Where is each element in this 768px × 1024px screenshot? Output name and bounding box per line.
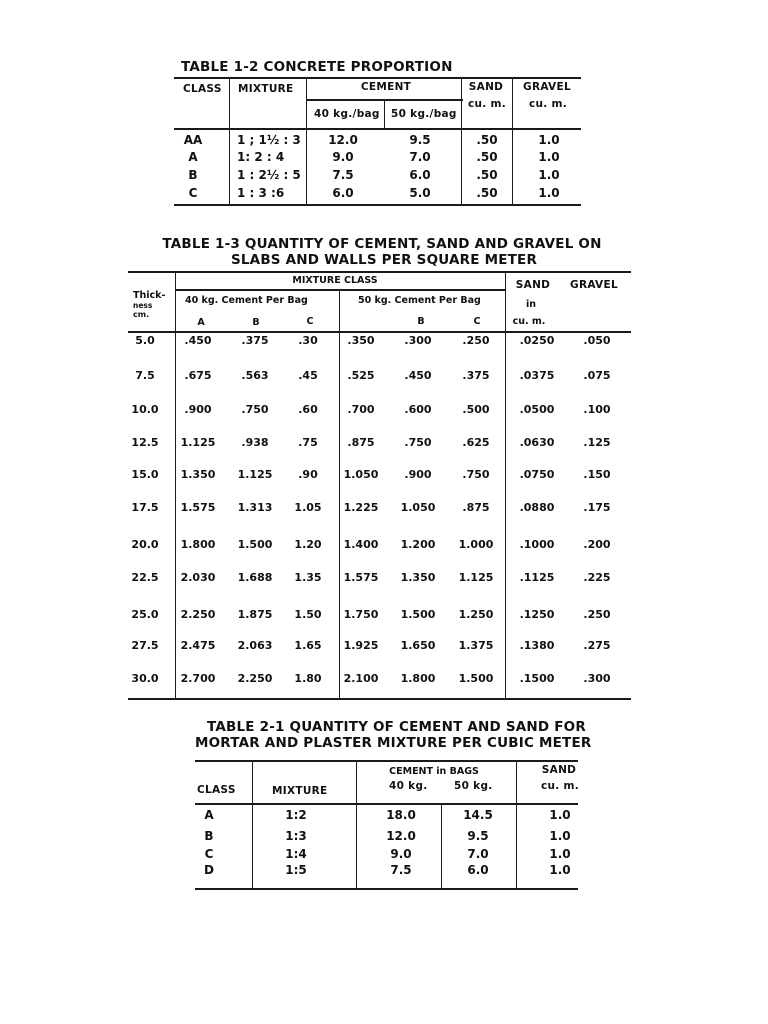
header-mixture: MIXTURE (272, 785, 328, 797)
cell-a50: 2.100 (343, 672, 379, 685)
table-1-2-col-divider (461, 77, 462, 204)
cell-gravel: .225 (583, 571, 611, 584)
header-thickness-1: Thick- (133, 290, 166, 301)
header-cement-bags: CEMENT in BAGS (389, 766, 479, 777)
table-2-1-col-divider (356, 760, 357, 888)
cell-b50: .450 (404, 369, 432, 382)
table-1-3-top-rule (128, 271, 631, 273)
header-50kg-cement: 50 kg. Cement Per Bag (358, 295, 481, 306)
cell-c40: 12.0 (328, 133, 358, 147)
cell-gravel: .300 (583, 672, 611, 685)
cell-mix: 1 : 3 :6 (237, 186, 285, 200)
cell-mix: 1 ; 1½ : 3 (237, 133, 301, 147)
header-c-50: C (473, 316, 481, 327)
cell-c40: 12.0 (386, 829, 416, 843)
header-gravel: GRAVEL (523, 81, 571, 93)
cell-cls: A (188, 150, 198, 164)
table-2-1-bottom-rule (195, 888, 578, 890)
cell-c40: 1.05 (294, 501, 322, 514)
cell-sand: .50 (476, 150, 498, 164)
cell-a50: 1.050 (343, 468, 379, 481)
table-2-1-col-divider (441, 803, 442, 888)
cell-t: 17.5 (131, 501, 159, 514)
cell-b40: 1.875 (237, 608, 273, 621)
cell-c40: 7.5 (390, 863, 412, 877)
cell-a40: .900 (184, 403, 212, 416)
cell-sand: 1.0 (549, 863, 571, 877)
header-sand: SAND (541, 764, 577, 776)
cell-t: 20.0 (131, 538, 159, 551)
cell-a40: 2.475 (180, 639, 216, 652)
cell-b50: .750 (404, 436, 432, 449)
cell-sand: .1500 (519, 672, 555, 685)
cell-c40: 1.35 (294, 571, 322, 584)
cell-sand: .1380 (519, 639, 555, 652)
cell-c50: 6.0 (409, 168, 431, 182)
cell-b40: 1.500 (237, 538, 273, 551)
cell-a50: .875 (347, 436, 375, 449)
cell-c50: .875 (462, 501, 490, 514)
cell-c50: 1.500 (458, 672, 494, 685)
cell-a50: 1.225 (343, 501, 379, 514)
cell-b50: .600 (404, 403, 432, 416)
cell-c50: .625 (462, 436, 490, 449)
cell-b40: 1.313 (237, 501, 273, 514)
cell-c40: .75 (298, 436, 318, 449)
cell-c50: .375 (462, 369, 490, 382)
cell-c50: 1.250 (458, 608, 494, 621)
cell-sand: .1250 (519, 608, 555, 621)
cell-b40: 1.125 (237, 468, 273, 481)
cell-mix: 1:4 (285, 847, 307, 861)
cell-gravel: .125 (583, 436, 611, 449)
cell-gravel: .150 (583, 468, 611, 481)
cell-sand: .50 (476, 168, 498, 182)
table-1-2-header-rule (174, 128, 581, 130)
cell-t: 7.5 (135, 369, 155, 382)
cell-b40: .938 (241, 436, 269, 449)
cell-mix: 1:5 (285, 863, 307, 877)
cell-c40: 9.0 (390, 847, 412, 861)
header-b-50: B (417, 316, 425, 327)
header-40kg-bag: 40 kg./bag (314, 108, 380, 120)
cell-c40: 6.0 (332, 186, 354, 200)
cell-a50: 1.575 (343, 571, 379, 584)
cell-mix: 1:2 (285, 808, 307, 822)
cell-a40: 1.800 (180, 538, 216, 551)
cell-b50: 1.500 (400, 608, 436, 621)
cell-sand: 1.0 (549, 847, 571, 861)
header-50kg: 50 kg. (454, 780, 493, 792)
cell-c40: 1.50 (294, 608, 322, 621)
cell-b50: 1.050 (400, 501, 436, 514)
table-1-2-bottom-rule (174, 204, 581, 206)
cell-b50: 1.800 (400, 672, 436, 685)
header-mixture-class: MIXTURE CLASS (292, 275, 378, 286)
cell-cls: C (204, 847, 214, 861)
table-1-3-mixture-rule (176, 289, 506, 291)
cell-sand: .0250 (519, 334, 555, 347)
cell-mix: 1 : 2½ : 5 (237, 168, 301, 182)
cell-a50: .525 (347, 369, 375, 382)
cell-b50: 1.350 (400, 571, 436, 584)
cell-cls: B (204, 829, 214, 843)
cell-sand: 1.0 (549, 808, 571, 822)
table-1-2-col-divider (229, 77, 230, 204)
cell-sand: .1000 (519, 538, 555, 551)
header-sand-in: in (525, 299, 537, 310)
table-1-2-col-divider (306, 77, 307, 204)
cell-mix: 1:3 (285, 829, 307, 843)
cell-gravel: 1.0 (538, 133, 560, 147)
header-sand-unit: cu. m. (512, 316, 546, 327)
cell-gravel: .250 (583, 608, 611, 621)
table-2-1-col-divider (252, 760, 253, 888)
cell-b40: .375 (241, 334, 269, 347)
header-mixture: MIXTURE (238, 83, 294, 95)
cell-c50: 9.5 (467, 829, 489, 843)
cell-t: 30.0 (131, 672, 159, 685)
cell-sand: .1125 (519, 571, 555, 584)
header-thickness-3: cm. (133, 310, 150, 319)
cell-b50: .300 (404, 334, 432, 347)
cell-c50: 5.0 (409, 186, 431, 200)
header-gravel-unit: cu. m. (528, 98, 568, 110)
cell-mix: 1: 2 : 4 (237, 150, 285, 164)
table-1-2-col-divider (384, 99, 385, 128)
cell-gravel: 1.0 (538, 168, 560, 182)
cell-c50: .500 (462, 403, 490, 416)
cell-sand: .0375 (519, 369, 555, 382)
cell-gravel: .075 (583, 369, 611, 382)
cell-c40: 7.5 (332, 168, 354, 182)
cell-b50: .900 (404, 468, 432, 481)
cell-b40: 2.063 (237, 639, 273, 652)
cell-t: 15.0 (131, 468, 159, 481)
cell-a50: 1.750 (343, 608, 379, 621)
cell-c50: 14.5 (463, 808, 493, 822)
cell-sand: .0630 (519, 436, 555, 449)
cell-gravel: .200 (583, 538, 611, 551)
cell-c50: .750 (462, 468, 490, 481)
cell-c40: 18.0 (386, 808, 416, 822)
cell-gravel: .100 (583, 403, 611, 416)
table-1-3-header-rule (128, 331, 631, 333)
cell-c40: 1.65 (294, 639, 322, 652)
cell-c40: 1.80 (294, 672, 322, 685)
header-40kg: 40 kg. (389, 780, 428, 792)
header-thickness-2: ness (133, 301, 153, 310)
cell-sand: .0750 (519, 468, 555, 481)
cell-c40: .60 (298, 403, 318, 416)
table-1-3-col-divider (175, 271, 176, 698)
cell-a40: 2.250 (180, 608, 216, 621)
cell-gravel: .175 (583, 501, 611, 514)
header-sand-unit: cu. m. (467, 98, 507, 110)
cell-cls: A (204, 808, 214, 822)
table-1-2-col-divider (512, 77, 513, 204)
cell-c40: 9.0 (332, 150, 354, 164)
cell-a40: .675 (184, 369, 212, 382)
header-b: B (252, 317, 260, 328)
cell-cls: C (188, 186, 198, 200)
cell-a50: 1.400 (343, 538, 379, 551)
cell-b40: .750 (241, 403, 269, 416)
table-1-3-title-line1: TABLE 1-3 QUANTITY OF CEMENT, SAND AND GRAVEL ON (162, 236, 602, 252)
cell-c50: .250 (462, 334, 490, 347)
cell-sand: .50 (476, 133, 498, 147)
cell-a40: 1.575 (180, 501, 216, 514)
cell-b50: 1.650 (400, 639, 436, 652)
cell-c50: 7.0 (409, 150, 431, 164)
cell-c40: .45 (298, 369, 318, 382)
cell-c50: 7.0 (467, 847, 489, 861)
cell-a40: 2.030 (180, 571, 216, 584)
cell-a40: 1.350 (180, 468, 216, 481)
cell-sand: 1.0 (549, 829, 571, 843)
cell-gravel: 1.0 (538, 150, 560, 164)
table-1-3-col-divider (339, 289, 340, 698)
cell-cls: D (204, 863, 214, 877)
cell-sand: .50 (476, 186, 498, 200)
cell-b40: 1.688 (237, 571, 273, 584)
table-2-1-col-divider (516, 760, 517, 888)
header-50kg-bag: 50 kg./bag (391, 108, 457, 120)
header-sand: SAND (515, 279, 551, 291)
cell-a50: .700 (347, 403, 375, 416)
cell-c50: 1.125 (458, 571, 494, 584)
cell-t: 27.5 (131, 639, 159, 652)
cell-sand: .0880 (519, 501, 555, 514)
cell-sand: .0500 (519, 403, 555, 416)
header-a: A (197, 317, 205, 328)
cell-t: 10.0 (131, 403, 159, 416)
cell-gravel: .275 (583, 639, 611, 652)
cell-gravel: .050 (583, 334, 611, 347)
header-class: CLASS (197, 784, 236, 796)
cell-t: 22.5 (131, 571, 159, 584)
cell-b40: .563 (241, 369, 269, 382)
table-1-3-title-line2: SLABS AND WALLS PER SQUARE METER (230, 252, 538, 268)
cell-c50: 1.375 (458, 639, 494, 652)
table-1-2-top-rule (174, 77, 581, 79)
cell-c40: .30 (298, 334, 318, 347)
cell-b50: 1.200 (400, 538, 436, 551)
cell-t: 5.0 (135, 334, 155, 347)
cell-a50: .350 (347, 334, 375, 347)
cell-t: 25.0 (131, 608, 159, 621)
table-2-1-title-line1: TABLE 2-1 QUANTITY OF CEMENT AND SAND FOR (207, 719, 586, 735)
cell-a40: .450 (184, 334, 212, 347)
header-c: C (306, 316, 314, 327)
cell-c50: 9.5 (409, 133, 431, 147)
cell-cls: AA (183, 133, 203, 147)
table-1-3-bottom-rule (128, 698, 631, 700)
cell-cls: B (188, 168, 198, 182)
table-2-1-title-line2: MORTAR AND PLASTER MIXTURE PER CUBIC METER (195, 735, 592, 751)
cell-a40: 2.700 (180, 672, 216, 685)
header-class: CLASS (183, 83, 222, 95)
table-1-2-title: TABLE 1-2 CONCRETE PROPORTION (181, 59, 453, 75)
cell-c50: 1.000 (458, 538, 494, 551)
header-40kg-cement: 40 kg. Cement Per Bag (185, 295, 308, 306)
cell-t: 12.5 (131, 436, 159, 449)
cell-b40: 2.250 (237, 672, 273, 685)
cell-gravel: 1.0 (538, 186, 560, 200)
cell-a50: 1.925 (343, 639, 379, 652)
header-cement: CEMENT (360, 81, 412, 93)
cell-c40: 1.20 (294, 538, 322, 551)
header-sand: SAND (468, 81, 504, 93)
cell-c40: .90 (298, 468, 318, 481)
header-gravel: GRAVEL (570, 279, 618, 291)
header-sand-unit: cu. m. (540, 780, 580, 792)
table-1-3-col-divider (505, 271, 506, 698)
cell-a40: 1.125 (180, 436, 216, 449)
cell-c50: 6.0 (467, 863, 489, 877)
